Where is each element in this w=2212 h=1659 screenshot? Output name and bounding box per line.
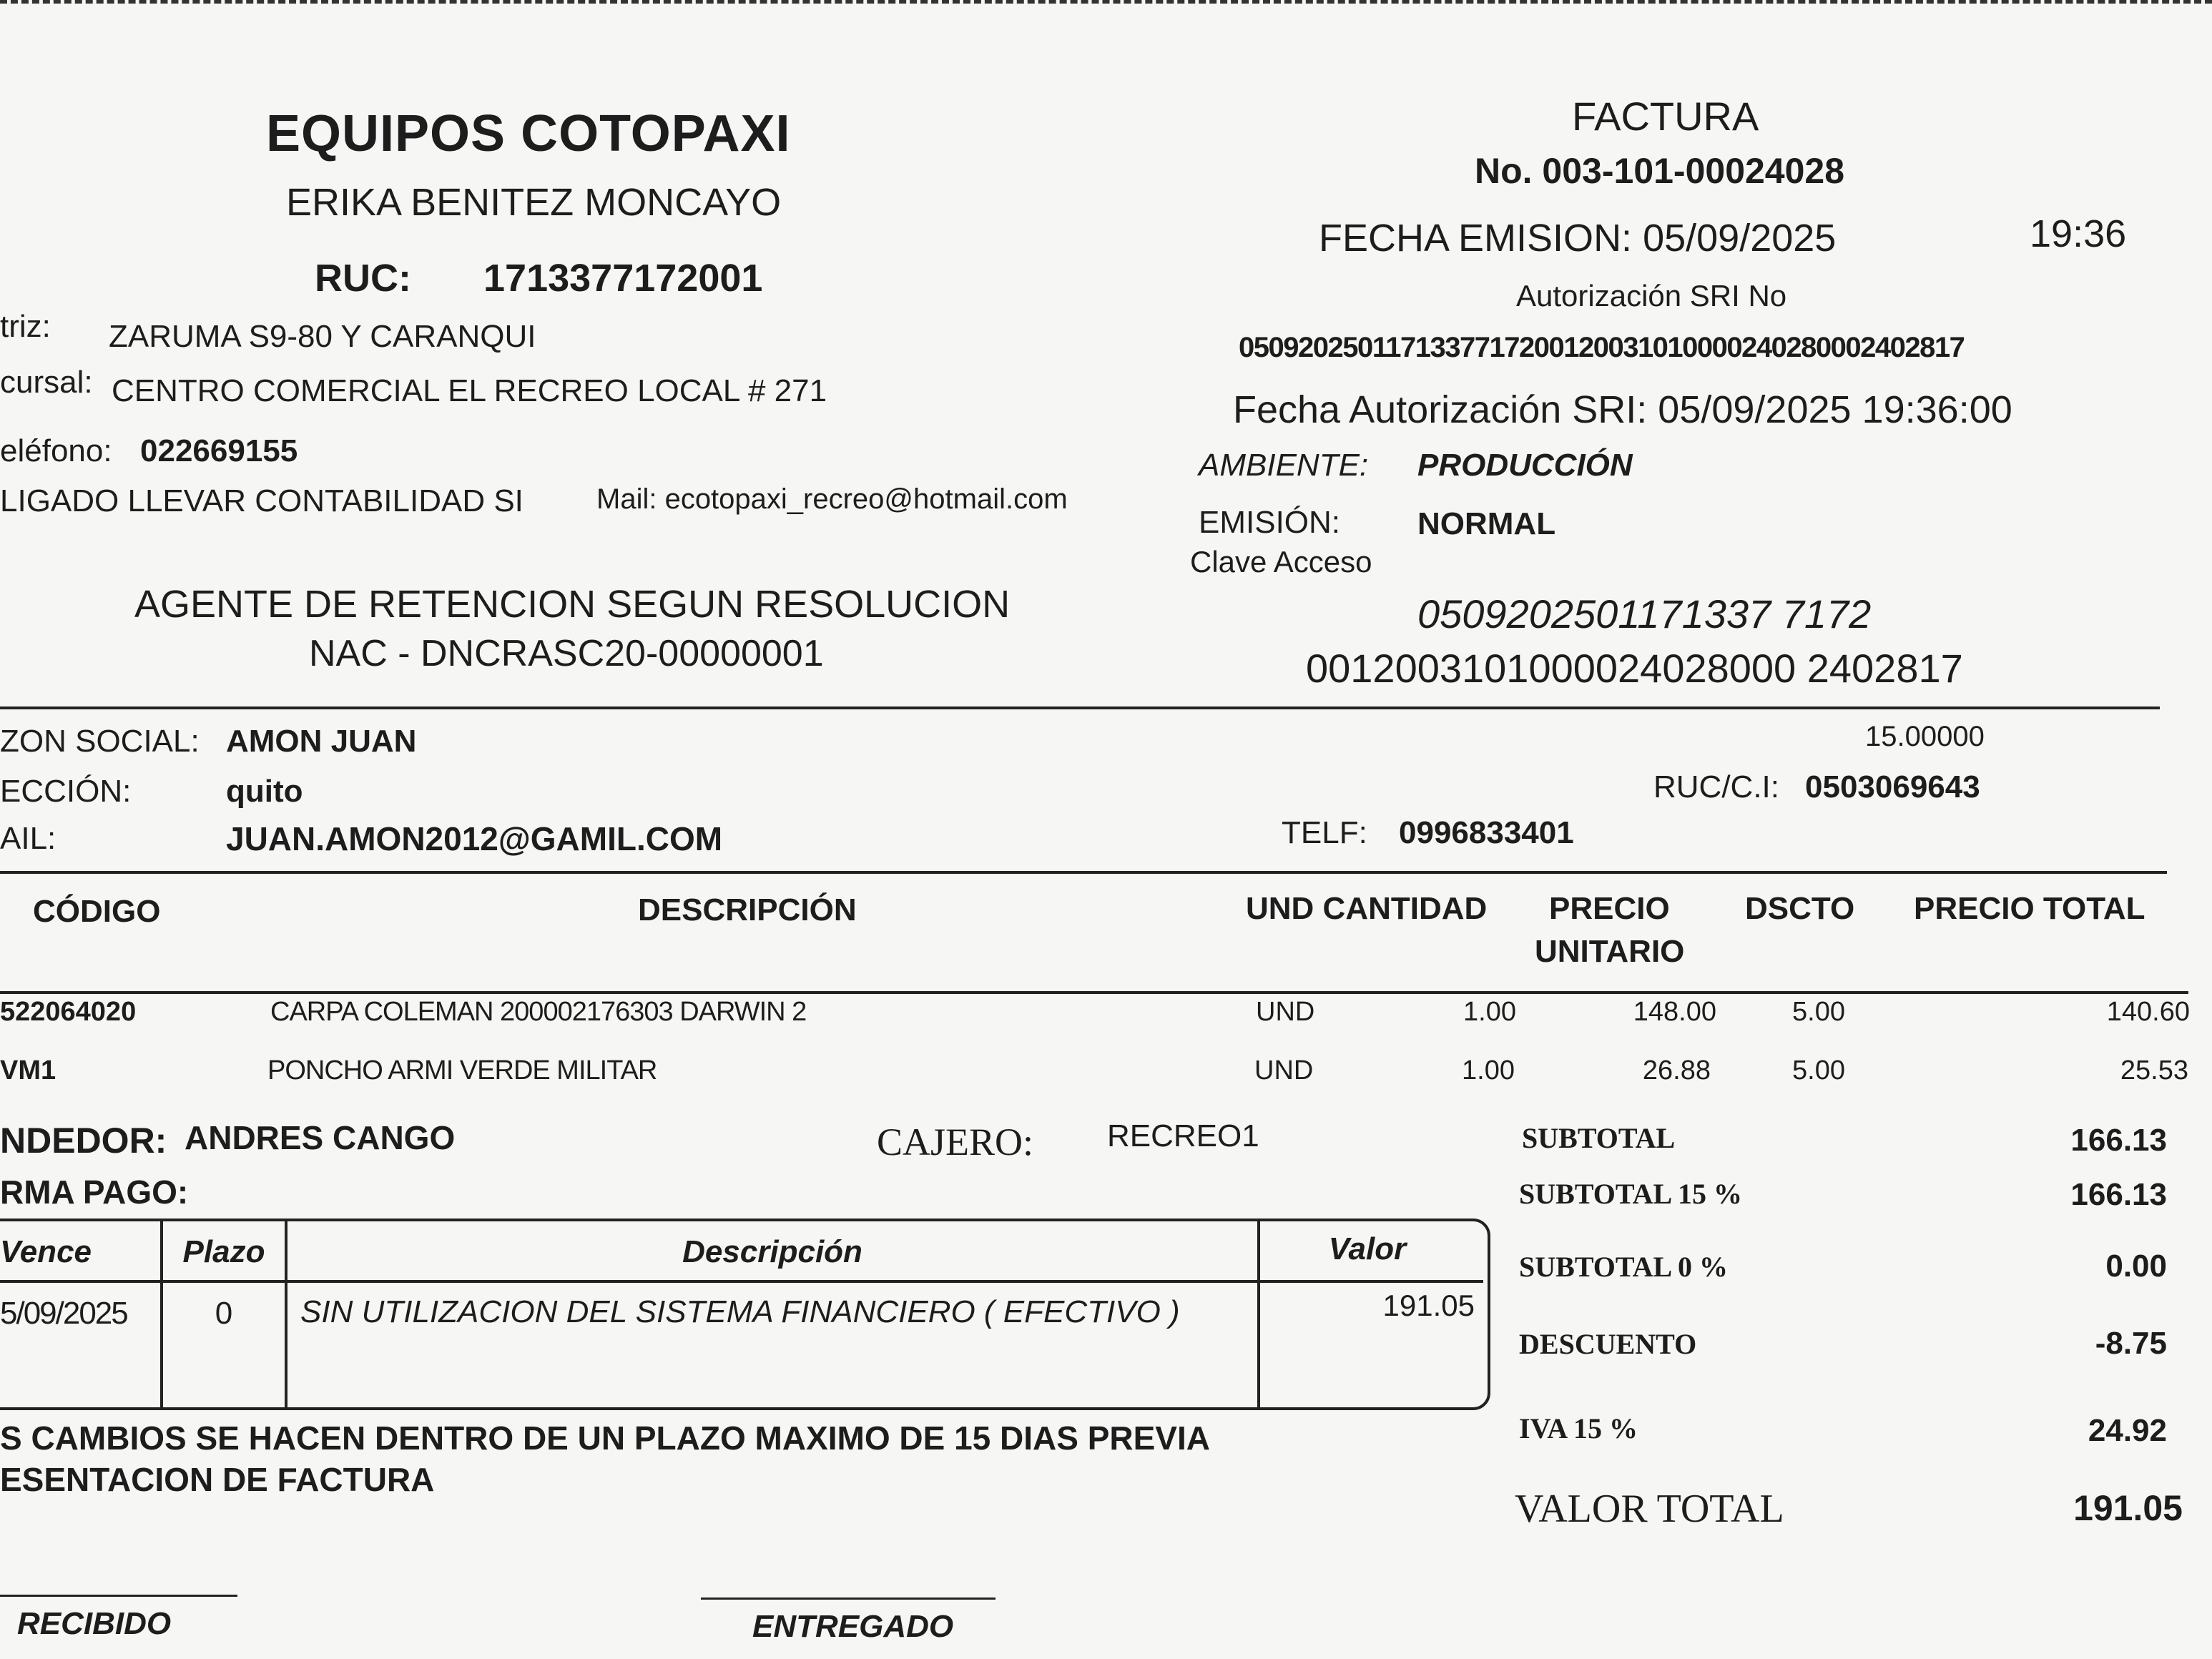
top-border — [0, 0, 2212, 4]
ambiente-value: PRODUCCIÓN — [1417, 448, 1633, 483]
fecha-autorizacion: Fecha Autorización SRI: 05/09/2025 19:36:00 — [1233, 388, 2012, 431]
payment-header-descripcion: Descripción — [682, 1234, 862, 1269]
hora-emision: 19:36 — [2030, 212, 2127, 255]
valor-total-label: VALOR TOTAL — [1515, 1487, 1784, 1531]
payment-header-divider — [0, 1280, 1483, 1283]
header-und-cantidad: UND CANTIDAD — [1246, 891, 1488, 926]
item-und: UND — [1256, 997, 1315, 1027]
item-precio: 148.00 — [1633, 997, 1716, 1027]
payment-descripcion: SIN UTILIZACION DEL SISTEMA FINANCIERO ( EFECTIVO ) — [300, 1294, 1180, 1329]
item-und: UND — [1254, 1055, 1314, 1086]
subtotal0-label: SUBTOTAL 0 % — [1519, 1251, 1728, 1283]
cajero-label: CAJERO: — [877, 1121, 1034, 1163]
item-descripcion: CARPA COLEMAN 200002176303 DARWIN 2 — [270, 997, 807, 1027]
table-row — [0, 1055, 2212, 1098]
subtotal0-value: 0.00 — [2105, 1249, 2167, 1284]
telefono-label: eléfono: — [0, 433, 112, 468]
signature-recibido: RECIBIDO — [17, 1606, 172, 1641]
header-dscto: DSCTO — [1745, 891, 1855, 926]
header-descripcion: DESCRIPCIÓN — [638, 892, 857, 927]
payment-plazo: 0 — [215, 1296, 233, 1331]
matriz-label: triz: — [0, 309, 51, 344]
forma-pago-label: RMA PAGO: — [0, 1173, 189, 1211]
vendedor-value: ANDRES CANGO — [185, 1119, 456, 1156]
cajero-value: RECREO1 — [1107, 1118, 1259, 1153]
item-dscto: 5.00 — [1792, 1055, 1845, 1086]
descuento-value: -8.75 — [2095, 1326, 2167, 1361]
notes-line1: S CAMBIOS SE HACEN DENTRO DE UN PLAZO MAXIMO DE 15 DIAS PREVIA — [0, 1419, 1210, 1457]
agente-line2: NAC - DNCRASC20-00000001 — [309, 633, 824, 674]
customer-ruc-value: 0503069643 — [1805, 769, 1980, 804]
vendedor-label: NDEDOR: — [0, 1121, 167, 1161]
descuento-label: DESCUENTO — [1519, 1328, 1697, 1360]
notes-line2: ESENTACION DE FACTURA — [0, 1461, 435, 1498]
subtotal15-value: 166.13 — [2070, 1177, 2167, 1212]
direccion-value: quito — [226, 774, 303, 809]
payment-header-plazo: Plazo — [182, 1234, 265, 1269]
item-cantidad: 1.00 — [1463, 997, 1516, 1027]
item-descripcion: PONCHO ARMI VERDE MILITAR — [267, 1055, 657, 1086]
signature-line-entregado — [701, 1598, 996, 1600]
sucursal-address: CENTRO COMERCIAL EL RECREO LOCAL # 271 — [112, 373, 827, 408]
invoice-number: No. 003-101-00024028 — [1475, 151, 1845, 191]
divider-items-header — [0, 991, 2188, 994]
clave-line1: 0509202501171337 7172 — [1417, 591, 1872, 636]
sucursal-label: cursal: — [0, 365, 93, 400]
autorizacion-number: 0509202501171337717200120031010000240280002402817 — [1239, 332, 1965, 363]
emision-label: EMISIÓN: — [1199, 505, 1341, 540]
item-codigo: 522064020 — [0, 997, 137, 1027]
customer-extra-value: 15.00000 — [1865, 721, 1985, 752]
item-total: 140.60 — [2106, 997, 2190, 1027]
contabilidad-text: LIGADO LLEVAR CONTABILIDAD SI — [0, 483, 523, 518]
invoice-title: FACTURA — [1572, 94, 1759, 139]
customer-mail-value: JUAN.AMON2012@GAMIL.COM — [226, 820, 723, 857]
payment-header-valor: Valor — [1328, 1231, 1407, 1266]
item-cantidad: 1.00 — [1462, 1055, 1515, 1086]
matriz-address: ZARUMA S9-80 Y CARANQUI — [109, 319, 536, 354]
header-unitario: UNITARIO — [1535, 934, 1685, 969]
divider-issuer-customer — [0, 707, 2160, 709]
signature-entregado: ENTREGADO — [752, 1609, 954, 1644]
item-precio: 26.88 — [1642, 1055, 1711, 1086]
customer-ruc-label: RUC/C.I: — [1653, 769, 1779, 804]
emision-value: NORMAL — [1417, 506, 1556, 541]
header-codigo: CÓDIGO — [33, 894, 161, 929]
iva-label: IVA 15 % — [1519, 1412, 1638, 1444]
subtotal-label: SUBTOTAL — [1522, 1122, 1676, 1154]
clave-line2: 0012003101000024028000 2402817 — [1306, 646, 1963, 691]
clave-label: Clave Acceso — [1190, 545, 1372, 579]
subtotal-value: 166.13 — [2070, 1123, 2167, 1158]
payment-vence: 5/09/2025 — [0, 1296, 127, 1331]
header-precio: PRECIO — [1549, 891, 1670, 926]
issuer-trade-name: EQUIPOS COTOPAXI — [266, 105, 791, 162]
divider-customer-items — [0, 871, 2167, 874]
customer-telf-label: TELF: — [1282, 815, 1367, 850]
issuer-mail: Mail: ecotopaxi_recreo@hotmail.com — [596, 483, 1068, 515]
autorizacion-label: Autorización SRI No — [1516, 279, 1787, 312]
razon-social-label: ZON SOCIAL: — [0, 724, 200, 759]
telefono-value: 022669155 — [140, 433, 298, 468]
customer-mail-label: AIL: — [0, 821, 56, 856]
issuer-ruc-label: RUC: — [315, 257, 411, 300]
direccion-label: ECCIÓN: — [0, 774, 132, 809]
payment-header-vence: Vence — [0, 1234, 92, 1269]
item-codigo: VM1 — [0, 1055, 56, 1086]
ambiente-label: AMBIENTE: — [1199, 448, 1369, 483]
table-row — [0, 997, 2212, 1040]
razon-social-value: AMON JUAN — [226, 724, 417, 759]
subtotal15-label: SUBTOTAL 15 % — [1519, 1178, 1742, 1210]
item-total: 25.53 — [2120, 1055, 2188, 1086]
header-precio-total: PRECIO TOTAL — [1914, 891, 2145, 926]
valor-total-value: 191.05 — [2073, 1488, 2183, 1528]
item-dscto: 5.00 — [1792, 997, 1845, 1027]
signature-line-recibido — [0, 1595, 237, 1597]
customer-telf-value: 0996833401 — [1399, 815, 1574, 850]
issuer-owner: ERIKA BENITEZ MONCAYO — [286, 181, 782, 224]
iva-value: 24.92 — [2088, 1413, 2167, 1448]
issuer-ruc: 1713377172001 — [483, 257, 763, 300]
payment-valor: 191.05 — [1382, 1289, 1475, 1322]
agente-line1: AGENTE DE RETENCION SEGUN RESOLUCION — [134, 583, 1011, 626]
fecha-emision: FECHA EMISION: 05/09/2025 — [1319, 217, 1837, 260]
